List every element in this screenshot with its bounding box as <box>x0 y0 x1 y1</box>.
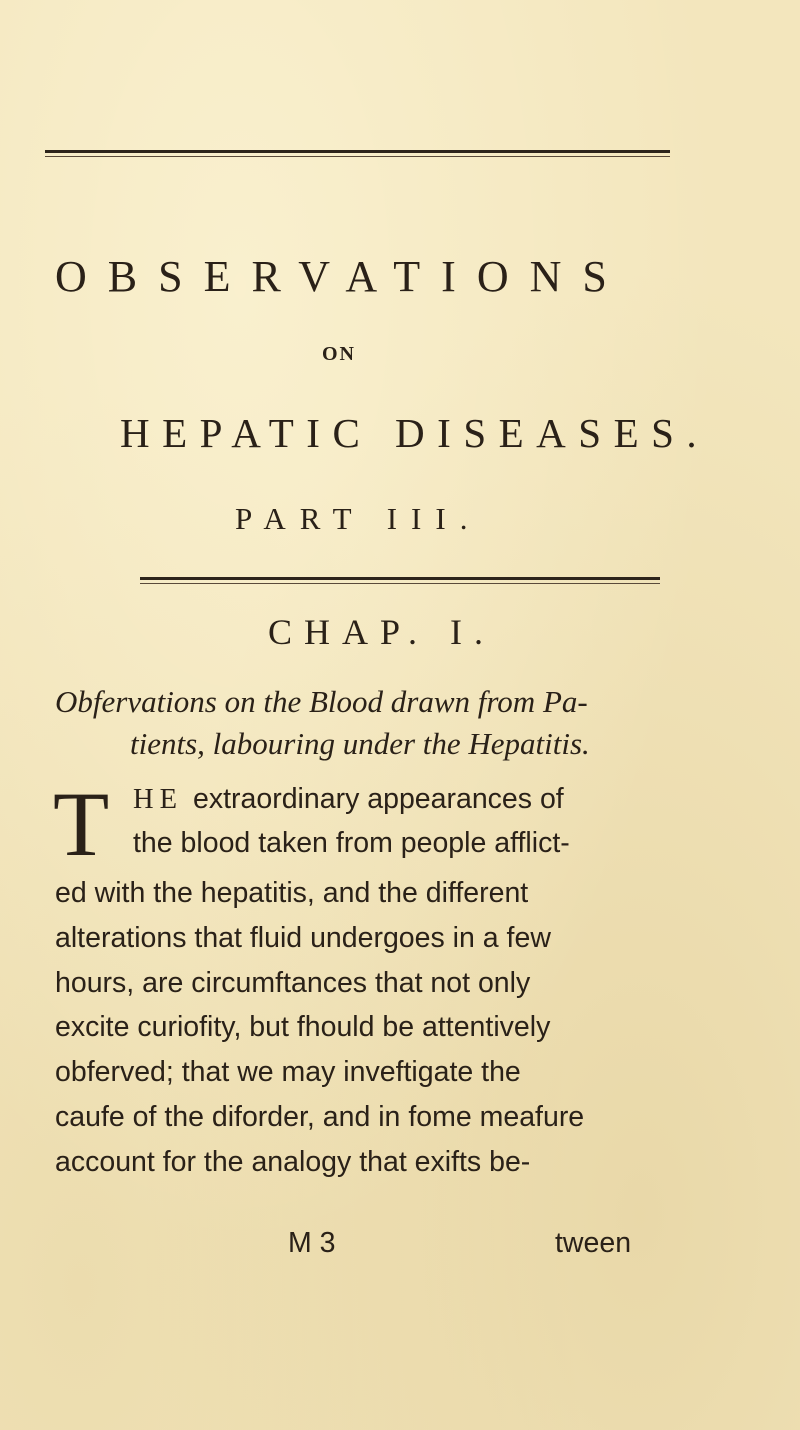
drop-cap: T <box>53 773 110 875</box>
paragraph-body <box>55 871 705 1185</box>
catchword: tween <box>555 1227 632 1259</box>
chapter-title-line-1: Obfervations on the Blood drawn from Pa- <box>55 684 588 719</box>
paragraph-line: excite curiofity, but fhould be attentively <box>55 1011 551 1044</box>
section-rule <box>140 577 660 580</box>
top-rule <box>45 150 670 153</box>
paragraph-line: hours, are circumftances that not only <box>55 966 531 999</box>
signature-mark: M 3 <box>288 1227 336 1259</box>
paragraph-line: alterations that fluid undergoes in a few <box>55 921 551 954</box>
opening-caps: HE <box>133 784 183 815</box>
opening-text: extraordinary appearances of <box>193 783 564 815</box>
paragraph-line-1 <box>133 783 564 816</box>
page-title: OBSERVATIONS <box>55 252 628 301</box>
paragraph-line: ed with the hepatitis, and the different <box>55 877 529 909</box>
top-rule-thin <box>45 156 670 157</box>
section-rule-thin <box>140 583 660 584</box>
title-connector: ON <box>322 343 356 365</box>
subject-heading: HEPATIC DISEASES. <box>120 410 710 456</box>
chapter-title <box>55 681 715 765</box>
part-heading: PART III. <box>235 501 482 536</box>
paragraph-line: obferved; that we may inveftigate the <box>55 1056 521 1089</box>
chapter-label: CHAP. I. <box>268 612 496 652</box>
paragraph-line: caufe of the diforder, and in fome meafure <box>55 1100 585 1133</box>
paragraph-line: account for the analogy that exifts be- <box>55 1145 531 1178</box>
chapter-title-line-2: tients, labouring under the Hepatitis. <box>130 726 590 761</box>
paragraph-line-2: the blood taken from people afflict- <box>133 827 570 859</box>
